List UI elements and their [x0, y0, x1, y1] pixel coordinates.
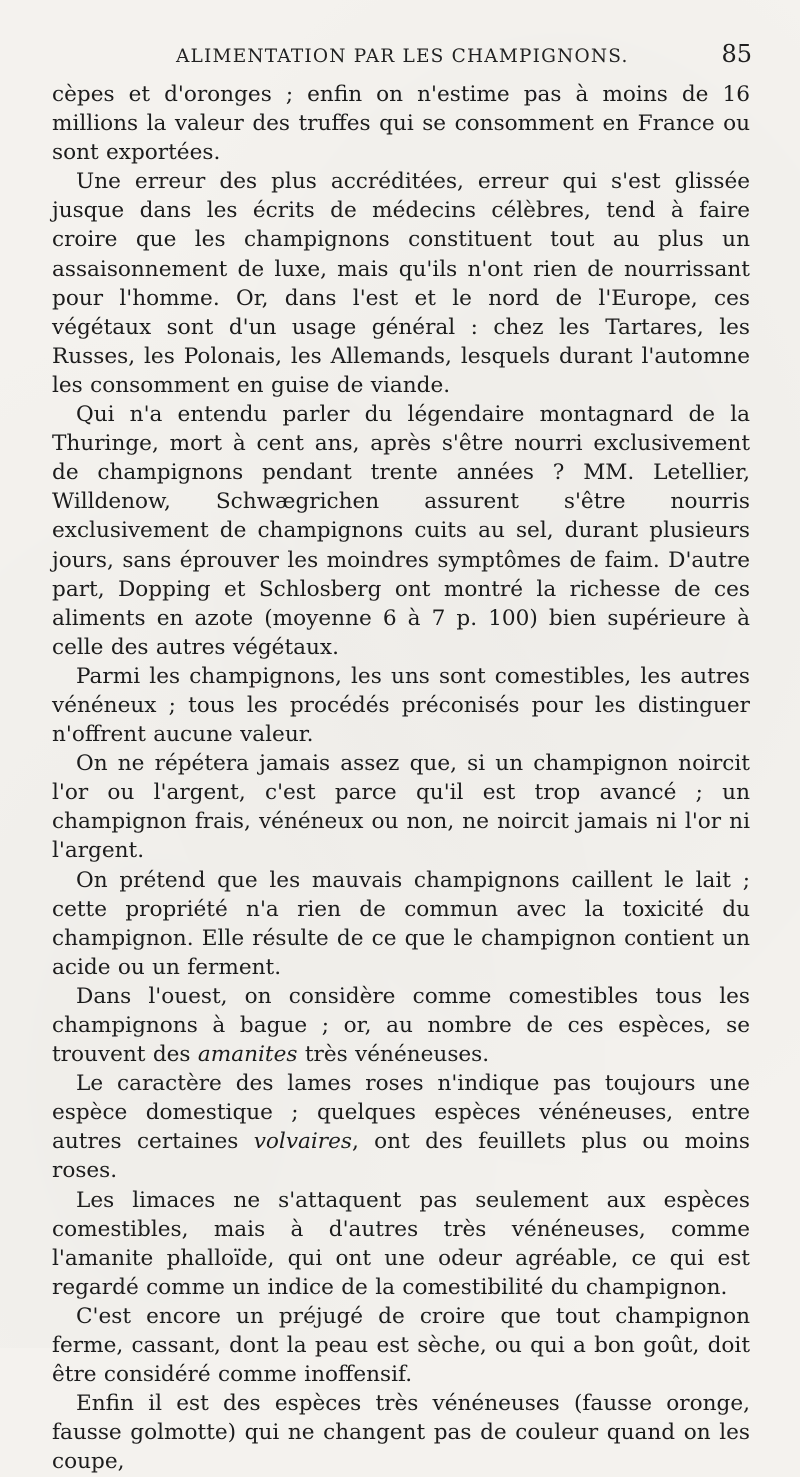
italic-term: volvaires — [253, 1129, 352, 1155]
paragraph: Qui n'a entendu parler du légendaire montagnard de la Thuringe, mort à cent ans, après s'être nourri exclusivement de champignons pendant trente années ? MM. Letellier, Willdenow, Schwægrichen assurent s'être nourris exclusivement de champignons cuits au sel, durant plusieurs jours, sans éprouver les moindres symptômes de faim. D'autre part, Dopping et Schlosberg ont montré la richesse de ces aliments en azote (moyenne 6 à 7 p. 100) bien supérieure à celle des autres végétaux. — [52, 402, 750, 660]
page-header — [52, 40, 752, 80]
paragraph-text: Le caractère des lames roses n'indique pas toujours une espèce domestique ; quelques espèces vénéneuses, entre autres certaines — [52, 1071, 750, 1155]
paragraph-text: très vénéneuses. — [297, 1042, 490, 1068]
paragraph: On ne répétera jamais assez que, si un champignon noircit l'or ou l'argent, c'est parce qu'il est trop avancé ; un champignon frais, vénéneux ou non, ne noircit jamais ni l'or ni l'argent. — [52, 751, 750, 864]
running-title: ALIMENTATION PAR LES CHAMPIGNONS. — [176, 46, 629, 67]
paragraph — [52, 982, 750, 1069]
paragraph: Parmi les champignons, les uns sont comestibles, les autres vénéneux ; tous les procédés préconisés pour les distinguer n'offrent aucune valeur. — [52, 663, 750, 748]
paragraph: On prétend que les mauvais champignons caillent le lait ; cette propriété n'a rien de commun avec la toxicité du champignon. Elle résulte de ce que le champignon contient un acide ou un ferment. — [52, 867, 750, 980]
paragraph: C'est encore un préjugé de croire que tout champignon ferme, cassant, dont la peau est sèche, ou qui a bon goût, doit être considéré comme inoffensif. — [52, 1303, 750, 1388]
body-text — [52, 80, 750, 1477]
paragraph — [52, 1069, 750, 1185]
paragraph-continuation: cèpes et d'oronges ; enfin on n'estime pas à moins de 16 millions la valeur des truffes qui se consomment en France ou sont exportées. — [52, 82, 750, 166]
paragraph: Une erreur des plus accréditées, erreur qui s'est glissée jusque dans les écrits de médecins célèbres, tend à faire croire que les champignons constituent tout au plus un assaisonnement de luxe, mais qu'ils n'ont rien de nourrissant pour l'homme. Or, dans l'est et le nord de l'Europe, ces végétaux sont d'un usage général : chez les Tartares, les Russes, les Polonais, les Allemands, lesquels durant l'automne les consomment en guise de viande. — [52, 169, 750, 398]
paragraph-text: , ont des feuillets plus ou moins roses. — [52, 1129, 750, 1184]
italic-term: amanites — [197, 1042, 298, 1068]
paragraph-text: Dans l'ouest, on considère comme comestibles tous les champignons à bague ; or, au nombre de ces espèces, se trouvent des — [52, 983, 750, 1068]
paragraph: Enfin il est des espèces très vénéneuses (fausse oronge, fausse golmotte) qui ne changent pas de couleur quand on les coupe, — [52, 1391, 750, 1475]
paragraph: Les limaces ne s'attaquent pas seulement aux espèces comestibles, mais à d'autres très vénéneuses, comme l'amanite phalloïde, qui ont une odeur agréable, ce qui est regardé comme un indice de la comestibilité du champignon. — [52, 1187, 750, 1300]
page-number: 85 — [721, 40, 752, 68]
